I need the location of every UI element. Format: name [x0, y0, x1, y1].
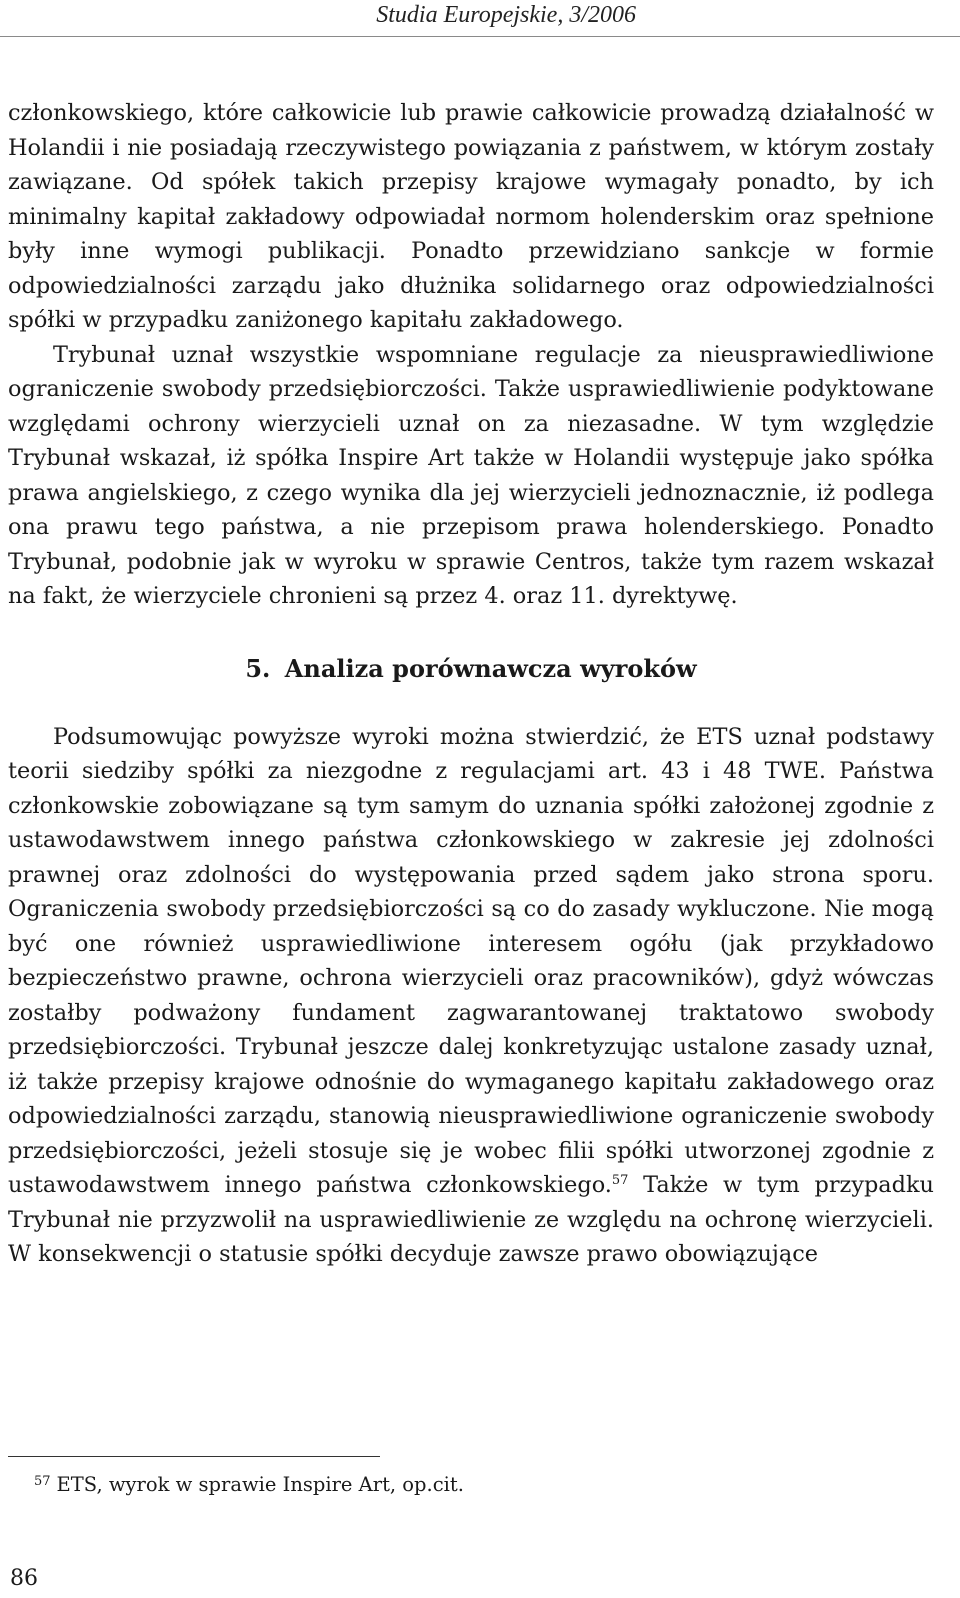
running-header — [0, 0, 960, 37]
section-heading — [8, 654, 934, 684]
footnote — [34, 1469, 914, 1498]
paragraph-tribunal: Trybunał uznał wszystkie wspomniane regulacje za nieusprawiedliwione ograniczenie swobody przedsiębiorczości. Także usprawiedliwienie podyktowane względami ochrony wierzycieli uznał on za niezasadne. W tym względzie Trybunał wskazał, iż spółka Inspire Art także w Holandii występuje jako spółka prawa angielskiego, z czego wynika dla jej wierzycieli jednoznacznie, iż podlega ona prawu tego państwa, a nie przepisom prawa holenderskiego. Ponadto Trybunał, podobnie jak w wyroku w sprawie Centros, także tym razem wskazał na fakt, że wierzyciele chronieni są przez 4. oraz 11. dyrektywę. — [8, 341, 934, 609]
paragraph-summary-text-a: Podsumowując powyższe wyroki można stwierdzić, że ETS uznał podstawy teorii siedziby spółki za niezgodne z regulacjami art. 43 i 48 TWE. Państwa członkowskie zobowiązane są tym samym do uznania spółki założonej zgodnie z ustawodawstwem innego państwa członkowskiego w zakresie jej zdolności prawnej oraz zdolności do występowania przed sądem jako strona sporu. Ograniczenia swobody przedsiębiorczości są co do zasady wykluczone. Nie mogą być one również usprawiedliwione interesem ogółu (jak przykładowo bezpieczeństwo prawne, ochrona wierzycieli oraz pracowników), gdyż wówczas zostałby podważony fundament zagwarantowanej traktatowo swobody przedsiębiorczości. Trybunał jeszcze dalej konkretyzując ustalone zasady uznał, iż także przepisy krajowe odnośnie do wymaganego kapitału zakładowego oraz odpowiedzialności zarządu, stanowią nieusprawiedliwione ograniczenie swobody przedsiębiorczości, jeżeli stosuje się je wobec filii spółki utworzonej zgodnie z ustawodawstwem innego państwa członkowskiego. — [8, 723, 934, 1198]
paragraph-summary — [8, 720, 934, 1272]
footnote-number: 57 — [34, 1474, 51, 1489]
page-number: 86 — [10, 1566, 38, 1591]
paragraph-summary-text-b: Także w tym przypadku Trybunał nie przyzwolił na usprawiedliwienie ze względu na ochronę wierzycieli. W konsekwencji o statusie spółki decyduje zawsze prawo obowiązujące — [8, 1172, 934, 1267]
section-title: Analiza porównawcza wyroków — [284, 653, 697, 683]
footnote-divider — [8, 1456, 380, 1457]
footnote-text: ETS, wyrok w sprawie Inspire Art, op.cit. — [56, 1473, 464, 1496]
footnote-reference[interactable]: 57 — [611, 1173, 629, 1188]
journal-title: Studia Europejskie, 3/2006 — [376, 2, 636, 28]
page-content — [8, 96, 934, 1272]
section-number: 5. — [245, 653, 271, 683]
paragraph-continued: członkowskiego, które całkowicie lub prawie całkowicie prowadzą działalność w Holandii i nie posiadają rzeczywistego powiązania z państwem, w którym zostały zawiązane. Od spółek takich przepisy krajowe wymagały ponadto, by ich minimalny kapitał zakładowy odpowiadał normom holenderskim oraz spełnione były inne wymogi publikacji. Ponadto przewidziano sankcje w formie odpowiedzialności zarządu jako dłużnika solidarnego oraz odpowiedzialności spółki w przypadku zaniżonego kapitału zakładowego. — [8, 100, 934, 333]
